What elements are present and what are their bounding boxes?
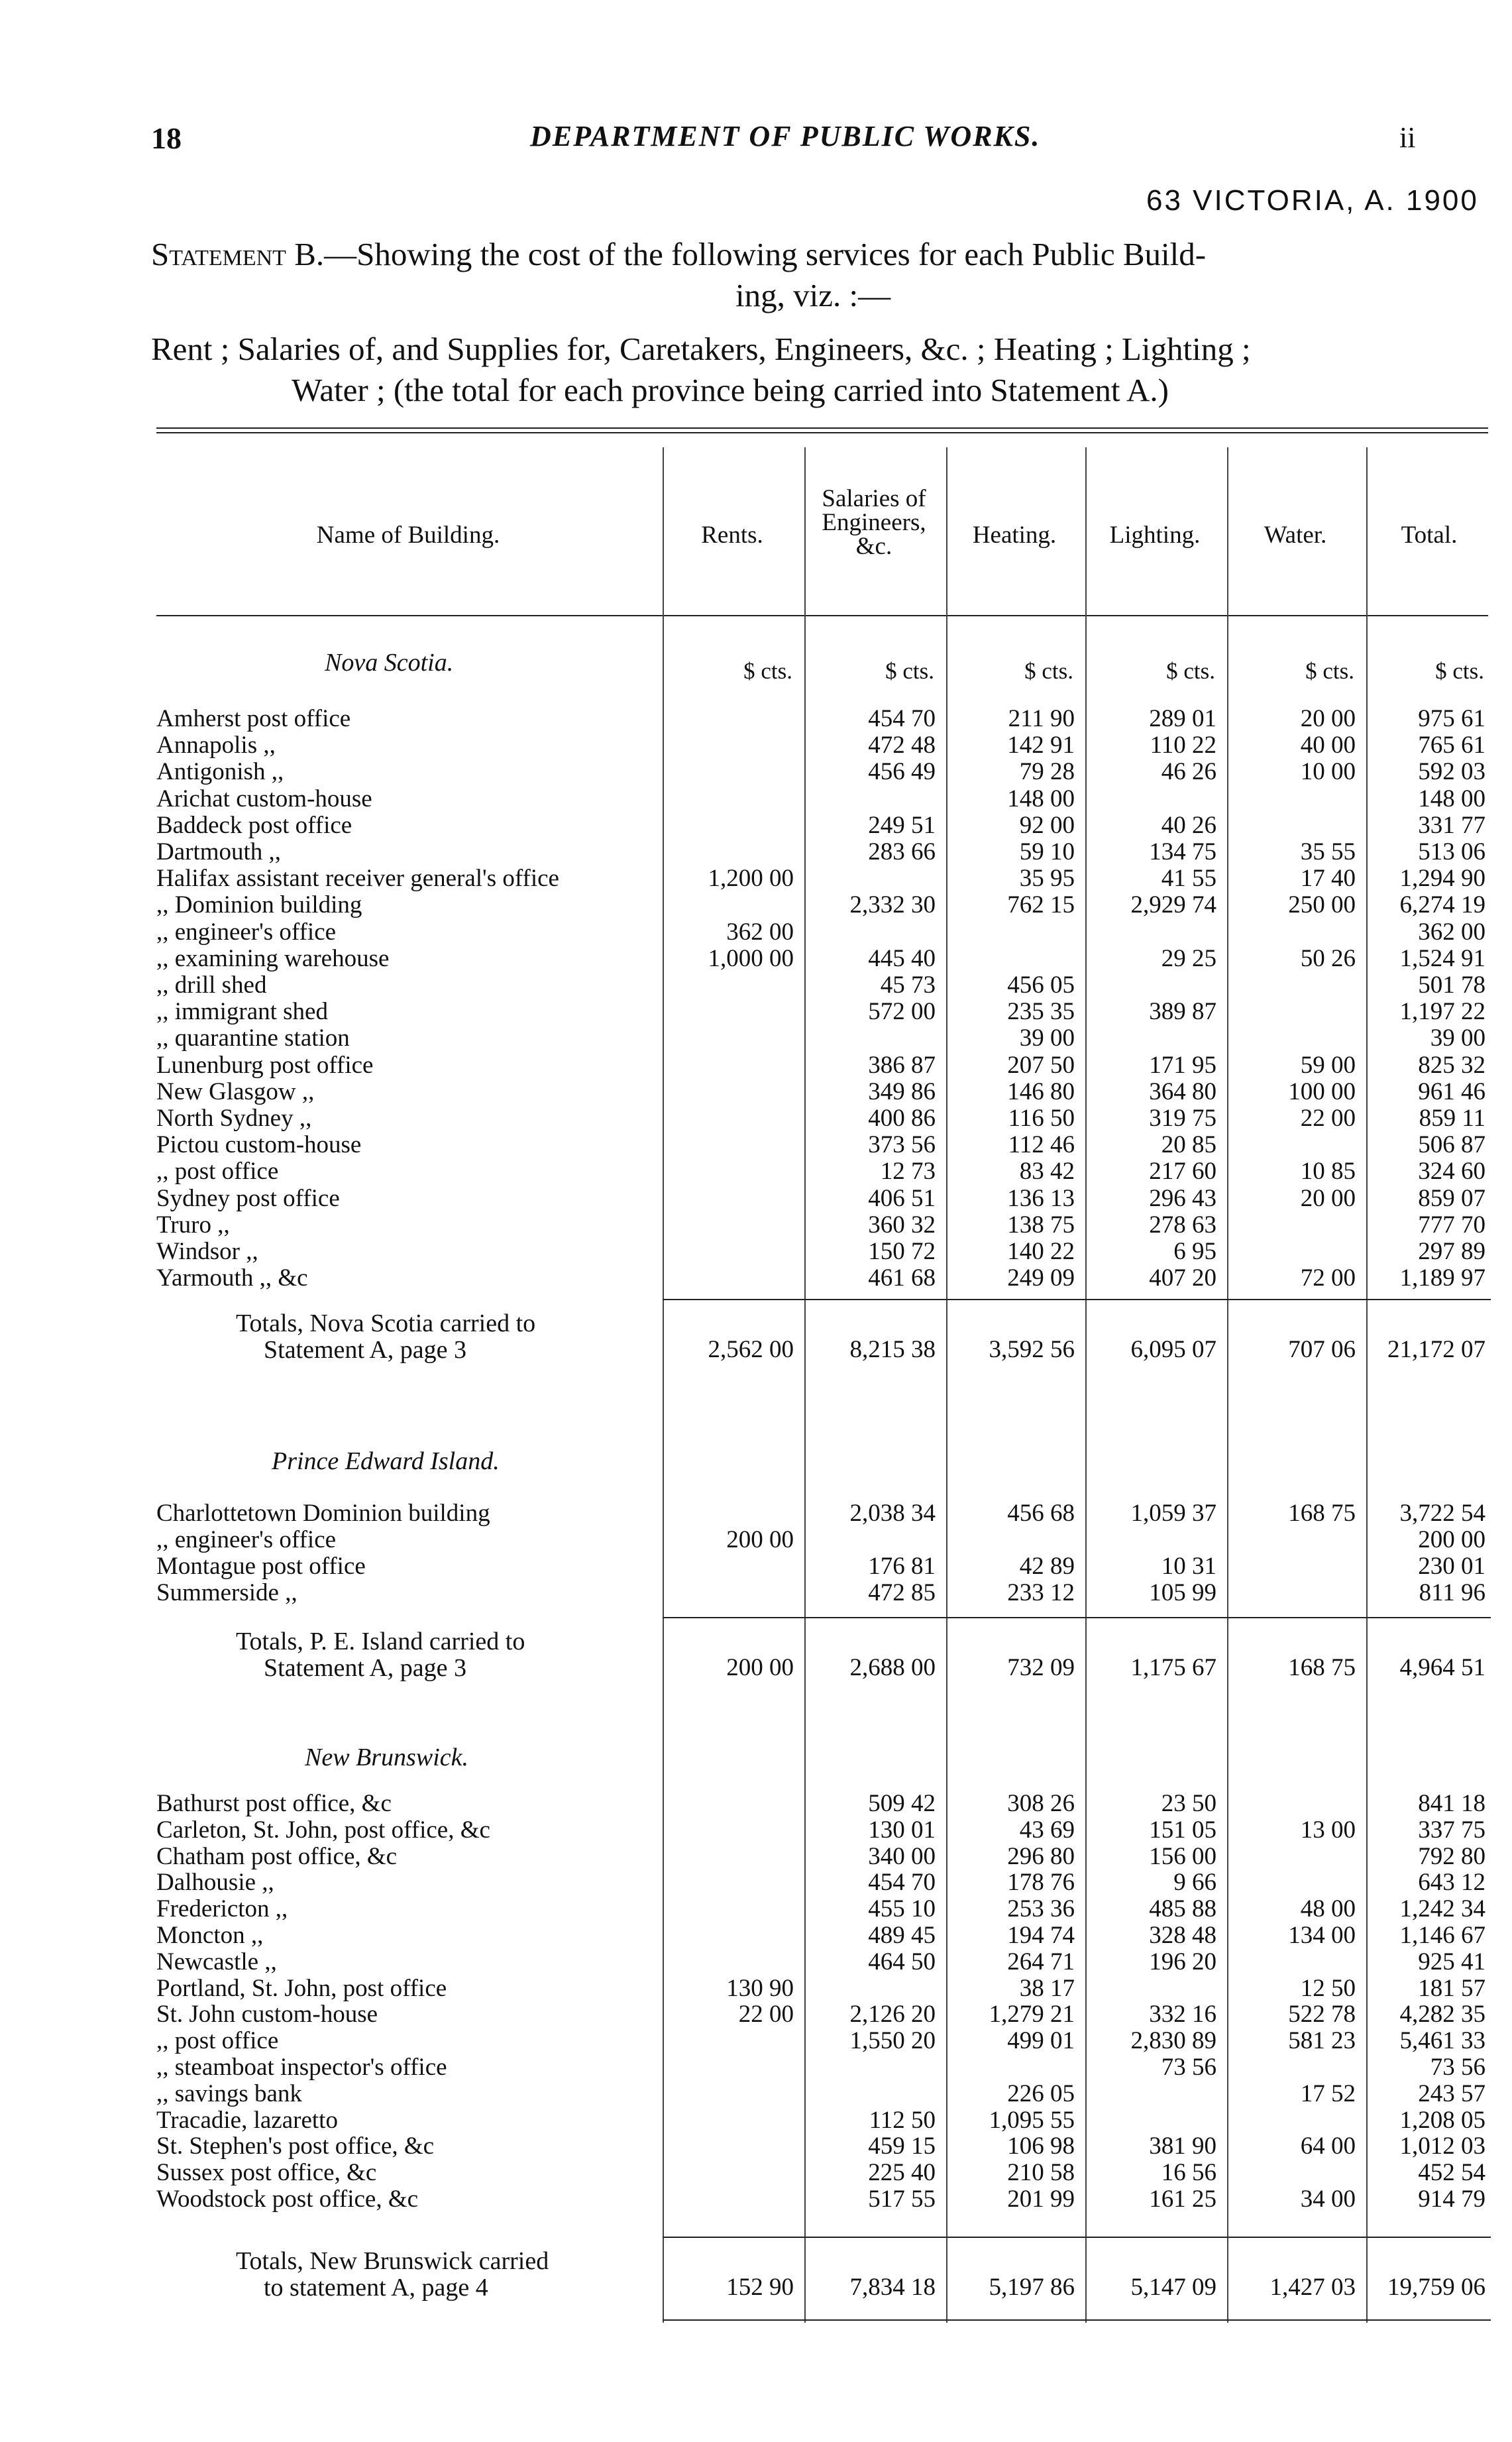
statement-line-1: B.—Showing the cost of the following services for each Public Build- [286, 236, 1207, 272]
cell-water: 34 00 [1300, 2186, 1356, 2213]
row-building-name: Moncton ,, [156, 1922, 264, 1949]
totals-cell-salaries: 7,834 18 [849, 2274, 936, 2301]
totals-cell-heating: 732 09 [1007, 1654, 1075, 1681]
cell-total: 501 78 [1418, 971, 1485, 999]
cell-salaries: 461 68 [868, 1264, 936, 1292]
cell-lighting: 29 25 [1161, 944, 1216, 972]
department-title: DEPARTMENT OF PUBLIC WORKS. [530, 120, 1041, 152]
cell-heating: 138 75 [1007, 1211, 1075, 1239]
cell-rents: 362 00 [726, 918, 794, 946]
totals-label-line-2: to statement A, page 4 [264, 2274, 488, 2302]
cell-salaries: 176 81 [868, 1553, 936, 1580]
cell-total: 39 00 [1430, 1025, 1485, 1052]
totals-cell-heating: 3,592 56 [989, 1336, 1075, 1363]
cell-heating: 194 74 [1007, 1922, 1075, 1949]
row-building-name: Charlottetown Dominion building [156, 1500, 490, 1527]
cell-salaries: 283 66 [868, 838, 936, 865]
cell-heating: 1,279 21 [989, 2001, 1075, 2028]
cell-lighting: 16 56 [1161, 2159, 1216, 2187]
cell-water: 59 00 [1300, 1051, 1356, 1079]
cell-salaries: 340 00 [868, 1842, 936, 1870]
cell-salaries: 130 01 [868, 1816, 936, 1844]
row-building-name: Summerside ,, [156, 1579, 297, 1606]
cell-lighting: 319 75 [1149, 1105, 1216, 1132]
cell-water: 20 00 [1300, 705, 1356, 732]
cell-salaries: 112 50 [869, 2106, 936, 2134]
cell-lighting: 20 85 [1161, 1131, 1216, 1159]
cell-heating: 148 00 [1007, 785, 1075, 812]
cell-salaries: 373 56 [868, 1131, 936, 1159]
cell-salaries: 12 73 [880, 1158, 936, 1186]
row-building-name: Sussex post office, &c [156, 2159, 377, 2187]
section-title: Prince Edward Island. [272, 1447, 500, 1475]
totals-cell-salaries: 2,688 00 [849, 1654, 936, 1681]
cell-total: 337 75 [1418, 1816, 1485, 1844]
cell-total: 914 79 [1418, 2186, 1485, 2213]
cell-total: 200 00 [1418, 1526, 1485, 1553]
cell-salaries: 509 42 [868, 1790, 936, 1817]
cell-total: 3,722 54 [1399, 1500, 1485, 1527]
unit-label-salaries: $ cts. [885, 658, 934, 684]
cell-lighting: 73 56 [1161, 2054, 1216, 2081]
cell-lighting: 1,059 37 [1130, 1500, 1216, 1527]
cell-total: 1,146 67 [1399, 1922, 1485, 1949]
cell-water: 72 00 [1300, 1264, 1356, 1292]
cell-lighting: 156 00 [1149, 1842, 1216, 1870]
cell-total: 324 60 [1418, 1158, 1485, 1186]
cell-heating: 43 69 [1019, 1816, 1075, 1844]
cell-salaries: 489 45 [868, 1922, 936, 1949]
cell-total: 1,524 91 [1399, 944, 1485, 972]
cell-salaries: 2,038 34 [849, 1500, 936, 1527]
totals-cell-total: 19,759 06 [1387, 2274, 1485, 2301]
totals-label-line-2: Statement A, page 3 [264, 1654, 467, 1682]
row-building-name: Woodstock post office, &c [156, 2186, 419, 2213]
cell-water: 13 00 [1300, 1816, 1356, 1844]
totals-cell-lighting: 5,147 09 [1130, 2274, 1216, 2301]
row-building-name: ,, examining warehouse [156, 944, 390, 972]
cell-lighting: 10 31 [1161, 1553, 1216, 1580]
cell-heating: 136 13 [1007, 1184, 1075, 1212]
statement-heading [151, 235, 1206, 273]
cell-lighting: 289 01 [1149, 705, 1216, 732]
cell-heating: 296 80 [1007, 1842, 1075, 1870]
cell-lighting: 485 88 [1149, 1895, 1216, 1923]
cell-salaries: 2,126 20 [849, 2001, 936, 2028]
services-line-2: Water ; (the total for each province being carried into Statement A.) [292, 372, 1169, 408]
cell-salaries: 1,550 20 [849, 2027, 936, 2055]
column-rule [1085, 447, 1087, 2323]
cell-lighting: 171 95 [1149, 1051, 1216, 1079]
cell-total: 181 57 [1418, 1974, 1485, 2002]
cell-water: 22 00 [1300, 1105, 1356, 1132]
cell-heating: 253 36 [1007, 1895, 1075, 1923]
cell-heating: 59 10 [1019, 838, 1075, 865]
column-header-heating: Heating. [972, 522, 1057, 549]
totals-cell-salaries: 8,215 38 [849, 1336, 936, 1363]
cell-lighting: 332 16 [1149, 2001, 1216, 2028]
cell-heating: 211 90 [1008, 705, 1075, 732]
cell-heating: 210 58 [1007, 2159, 1075, 2187]
cell-lighting: 105 99 [1149, 1579, 1216, 1606]
row-building-name: New Glasgow ,, [156, 1078, 315, 1105]
cell-total: 230 01 [1418, 1553, 1485, 1580]
cell-heating: 35 95 [1019, 865, 1075, 893]
totals-cell-lighting: 1,175 67 [1130, 1654, 1216, 1681]
cell-heating: 264 71 [1007, 1948, 1075, 1975]
cell-total: 1,189 97 [1399, 1264, 1485, 1292]
row-building-name: Dartmouth ,, [156, 838, 282, 865]
row-building-name: ,, post office [156, 1158, 279, 1186]
cell-total: 452 54 [1418, 2159, 1485, 2187]
row-building-name: ,, Dominion building [156, 891, 362, 919]
row-building-name: St. Stephen's post office, &c [156, 2133, 435, 2160]
totals-cell-heating: 5,197 86 [989, 2274, 1075, 2301]
cell-water: 17 40 [1300, 865, 1356, 893]
cell-lighting: 296 43 [1149, 1184, 1216, 1212]
cell-heating: 140 22 [1007, 1238, 1075, 1265]
row-building-name: ,, engineer's office [156, 1526, 337, 1553]
cell-salaries: 456 49 [868, 758, 936, 786]
cell-salaries: 349 86 [868, 1078, 936, 1105]
row-building-name: Lunenburg post office [156, 1051, 374, 1079]
cell-heating: 235 35 [1007, 998, 1075, 1026]
totals-cell-total: 21,172 07 [1387, 1336, 1485, 1363]
session-label: 63 VICTORIA, A. 1900 [1146, 184, 1479, 217]
section-title: New Brunswick. [305, 1744, 468, 1771]
cell-total: 975 61 [1418, 705, 1485, 732]
row-building-name: Antigonish ,, [156, 758, 284, 786]
cell-rents: 1,000 00 [708, 944, 794, 972]
totals-cell-total: 4,964 51 [1399, 1654, 1485, 1681]
cell-salaries: 249 51 [868, 811, 936, 839]
cell-heating: 39 00 [1019, 1025, 1075, 1052]
totals-rule [663, 1617, 1491, 1618]
cell-total: 1,197 22 [1399, 998, 1485, 1026]
cell-water: 35 55 [1300, 838, 1356, 865]
column-header-lighting: Lighting. [1109, 522, 1201, 549]
totals-label-line-2: Statement A, page 3 [264, 1336, 467, 1364]
totals-cell-rents: 200 00 [726, 1654, 794, 1681]
cell-lighting: 23 50 [1161, 1790, 1216, 1817]
unit-label-total: $ cts. [1435, 658, 1484, 684]
row-building-name: Fredericton ,, [156, 1895, 288, 1923]
cell-salaries: 150 72 [868, 1238, 936, 1265]
cell-heating: 178 76 [1007, 1869, 1075, 1897]
cell-rents: 22 00 [738, 2001, 794, 2028]
cell-heating: 38 17 [1019, 1974, 1075, 2002]
totals-label-line-1: Totals, New Brunswick carried [236, 2247, 549, 2275]
cell-total: 4,282 35 [1399, 2001, 1485, 2028]
cell-total: 765 61 [1418, 732, 1485, 759]
row-building-name: ,, immigrant shed [156, 998, 328, 1026]
cell-lighting: 381 90 [1149, 2133, 1216, 2160]
cell-heating: 116 50 [1008, 1105, 1075, 1132]
cell-heating: 83 42 [1019, 1158, 1075, 1186]
column-header-salaries: Salaries of Engineers, &c. [822, 485, 926, 560]
column-header-rents: Rents. [701, 522, 763, 549]
row-building-name: Newcastle ,, [156, 1948, 277, 1975]
cell-heating: 456 05 [1007, 971, 1075, 999]
cell-heating: 92 00 [1019, 811, 1075, 839]
cell-total: 792 80 [1418, 1842, 1485, 1870]
cell-lighting: 278 63 [1149, 1211, 1216, 1239]
cell-total: 73 56 [1430, 2054, 1485, 2081]
table-bottom-rule [663, 2319, 1491, 2321]
cell-water: 64 00 [1300, 2133, 1356, 2160]
page-number: 18 [151, 121, 182, 155]
cell-heating: 146 80 [1007, 1078, 1075, 1105]
cell-salaries: 454 70 [868, 705, 936, 732]
cell-lighting: 364 80 [1149, 1078, 1216, 1105]
cell-total: 6,274 19 [1399, 891, 1485, 919]
row-building-name: Windsor ,, [156, 1238, 258, 1265]
row-building-name: ,, post office [156, 2027, 279, 2055]
column-rule [663, 447, 664, 2323]
row-building-name: Amherst post office [156, 705, 351, 732]
cell-lighting: 110 22 [1150, 732, 1216, 759]
cell-salaries: 2,332 30 [849, 891, 936, 919]
cell-total: 825 32 [1418, 1051, 1485, 1079]
cell-lighting: 161 25 [1149, 2186, 1216, 2213]
cell-lighting: 41 55 [1161, 865, 1216, 893]
cell-heating: 233 12 [1007, 1579, 1075, 1606]
cell-lighting: 151 05 [1149, 1816, 1216, 1844]
cell-total: 841 18 [1418, 1790, 1485, 1817]
cell-water: 48 00 [1300, 1895, 1356, 1923]
totals-cell-water: 707 06 [1288, 1336, 1356, 1363]
cell-lighting: 6 95 [1173, 1238, 1216, 1265]
cell-heating: 249 09 [1007, 1264, 1075, 1292]
cell-heating: 112 46 [1008, 1131, 1075, 1159]
cell-salaries: 406 51 [868, 1184, 936, 1212]
cell-lighting: 40 26 [1161, 811, 1216, 839]
table-top-rule-2 [156, 432, 1488, 433]
cell-lighting: 134 75 [1149, 838, 1216, 865]
cell-water: 12 50 [1300, 1974, 1356, 2002]
cell-salaries: 445 40 [868, 944, 936, 972]
cell-total: 925 41 [1418, 1948, 1485, 1975]
cell-heating: 456 68 [1007, 1500, 1075, 1527]
cell-total: 859 07 [1418, 1184, 1485, 1212]
row-building-name: Montague post office [156, 1553, 366, 1580]
cell-heating: 308 26 [1007, 1790, 1075, 1817]
column-header-water: Water. [1264, 522, 1327, 549]
unit-label-rents: $ cts. [743, 658, 792, 684]
cell-water: 134 00 [1288, 1922, 1356, 1949]
totals-rule [663, 1299, 1491, 1300]
cell-heating: 201 99 [1007, 2186, 1075, 2213]
cell-total: 513 06 [1418, 838, 1485, 865]
cell-total: 506 87 [1418, 1131, 1485, 1159]
cell-heating: 106 98 [1007, 2133, 1075, 2160]
cell-salaries: 386 87 [868, 1051, 936, 1079]
cell-water: 522 78 [1288, 2001, 1356, 2028]
cell-heating: 499 01 [1007, 2027, 1075, 2055]
section-roman-numeral: ii [1399, 121, 1416, 154]
services-line-1: Rent ; Salaries of, and Supplies for, Caretakers, Engineers, &c. ; Heating ; Lighting ; [151, 331, 1251, 367]
row-building-name: Pictou custom-house [156, 1131, 362, 1159]
cell-salaries: 517 55 [868, 2186, 936, 2213]
cell-heating: 79 28 [1019, 758, 1075, 786]
cell-salaries: 459 15 [868, 2133, 936, 2160]
row-building-name: ,, steamboat inspector's office [156, 2054, 447, 2081]
totals-cell-water: 168 75 [1288, 1654, 1356, 1681]
cell-water: 40 00 [1300, 732, 1356, 759]
row-building-name: Truro ,, [156, 1211, 230, 1239]
totals-label-line-1: Totals, Nova Scotia carried to [236, 1309, 536, 1337]
cell-rents: 1,200 00 [708, 865, 794, 893]
cell-water: 17 52 [1300, 2080, 1356, 2107]
cell-lighting: 9 66 [1173, 1869, 1216, 1897]
cell-total: 297 89 [1418, 1238, 1485, 1265]
cell-total: 961 46 [1418, 1078, 1485, 1105]
row-building-name: Sydney post office [156, 1184, 340, 1212]
cell-salaries: 455 10 [868, 1895, 936, 1923]
totals-rule [663, 2237, 1491, 2238]
statement-line-2: ing, viz. :— [735, 277, 891, 313]
column-header-total: Total. [1401, 522, 1458, 549]
row-building-name: Halifax assistant receiver general's office [156, 865, 559, 893]
cell-water: 10 85 [1300, 1158, 1356, 1186]
cell-water: 50 26 [1300, 944, 1356, 972]
cell-total: 777 70 [1418, 1211, 1485, 1239]
cell-total: 811 96 [1419, 1579, 1485, 1606]
cell-lighting: 2,929 74 [1130, 891, 1216, 919]
row-building-name: Baddeck post office [156, 811, 352, 839]
cell-total: 1,208 05 [1399, 2106, 1485, 2134]
row-building-name: Portland, St. John, post office [156, 1974, 447, 2002]
row-building-name: Yarmouth ,, &c [156, 1264, 308, 1292]
row-building-name: ,, quarantine station [156, 1025, 350, 1052]
cell-salaries: 45 73 [880, 971, 936, 999]
cell-heating: 762 15 [1007, 891, 1075, 919]
header-bottom-rule [156, 615, 1488, 616]
cell-salaries: 464 50 [868, 1948, 936, 1975]
row-building-name: Bathurst post office, &c [156, 1790, 392, 1817]
cell-total: 331 77 [1418, 811, 1485, 839]
unit-label-water: $ cts. [1305, 658, 1354, 684]
cell-salaries: 400 86 [868, 1105, 936, 1132]
totals-cell-water: 1,427 03 [1269, 2274, 1356, 2301]
cell-water: 250 00 [1288, 891, 1356, 919]
row-building-name: ,, drill shed [156, 971, 267, 999]
cell-heating: 142 91 [1007, 732, 1075, 759]
cell-lighting: 389 87 [1149, 998, 1216, 1026]
cell-lighting: 217 60 [1149, 1158, 1216, 1186]
row-building-name: St. John custom-house [156, 2001, 378, 2028]
cell-rents: 200 00 [726, 1526, 794, 1553]
cell-water: 581 23 [1288, 2027, 1356, 2055]
totals-label-line-1: Totals, P. E. Island carried to [236, 1628, 525, 1655]
row-building-name: Tracadie, lazaretto [156, 2106, 338, 2134]
cell-total: 362 00 [1418, 918, 1485, 946]
row-building-name: North Sydney ,, [156, 1105, 312, 1132]
cell-lighting: 46 26 [1161, 758, 1216, 786]
totals-cell-rents: 2,562 00 [708, 1336, 794, 1363]
row-building-name: Arichat custom-house [156, 785, 372, 812]
column-header-name: Name of Building. [316, 522, 500, 549]
cell-heating: 1,095 55 [989, 2106, 1075, 2134]
row-building-name: Dalhousie ,, [156, 1869, 274, 1897]
statement-label: Statement [151, 236, 286, 272]
cell-salaries: 472 48 [868, 732, 936, 759]
cell-total: 643 12 [1418, 1869, 1485, 1897]
totals-cell-rents: 152 90 [726, 2274, 794, 2301]
row-building-name: Annapolis ,, [156, 732, 276, 759]
cell-total: 859 11 [1419, 1105, 1485, 1132]
cell-lighting: 328 48 [1149, 1922, 1216, 1949]
cell-salaries: 360 32 [868, 1211, 936, 1239]
cell-water: 168 75 [1288, 1500, 1356, 1527]
cell-water: 100 00 [1288, 1078, 1356, 1105]
row-building-name: Chatham post office, &c [156, 1842, 398, 1870]
row-building-name: ,, engineer's office [156, 918, 337, 946]
section-title: Nova Scotia. [325, 649, 454, 677]
cell-water: 10 00 [1300, 758, 1356, 786]
cell-salaries: 472 85 [868, 1579, 936, 1606]
cell-total: 1,294 90 [1399, 865, 1485, 893]
cell-total: 243 57 [1418, 2080, 1485, 2107]
cell-salaries: 225 40 [868, 2159, 936, 2187]
cell-heating: 226 05 [1007, 2080, 1075, 2107]
cell-total: 1,242 34 [1399, 1895, 1485, 1923]
table-top-rule [156, 427, 1488, 429]
cell-lighting: 407 20 [1149, 1264, 1216, 1292]
cell-total: 1,012 03 [1399, 2133, 1485, 2160]
cell-water: 20 00 [1300, 1184, 1356, 1212]
cell-lighting: 2,830 89 [1130, 2027, 1216, 2055]
cell-heating: 42 89 [1019, 1553, 1075, 1580]
cell-rents: 130 90 [726, 1974, 794, 2002]
row-building-name: ,, savings bank [156, 2080, 302, 2107]
cell-salaries: 572 00 [868, 998, 936, 1026]
cell-total: 592 03 [1418, 758, 1485, 786]
unit-label-heating: $ cts. [1024, 658, 1073, 684]
cell-heating: 207 50 [1007, 1051, 1075, 1079]
column-rule [804, 447, 806, 2323]
cell-lighting: 196 20 [1149, 1948, 1216, 1975]
cell-total: 5,461 33 [1399, 2027, 1485, 2055]
unit-label-lighting: $ cts. [1166, 658, 1215, 684]
cell-salaries: 454 70 [868, 1869, 936, 1897]
row-building-name: Carleton, St. John, post office, &c [156, 1816, 490, 1844]
totals-cell-lighting: 6,095 07 [1130, 1336, 1216, 1363]
cell-total: 148 00 [1418, 785, 1485, 812]
